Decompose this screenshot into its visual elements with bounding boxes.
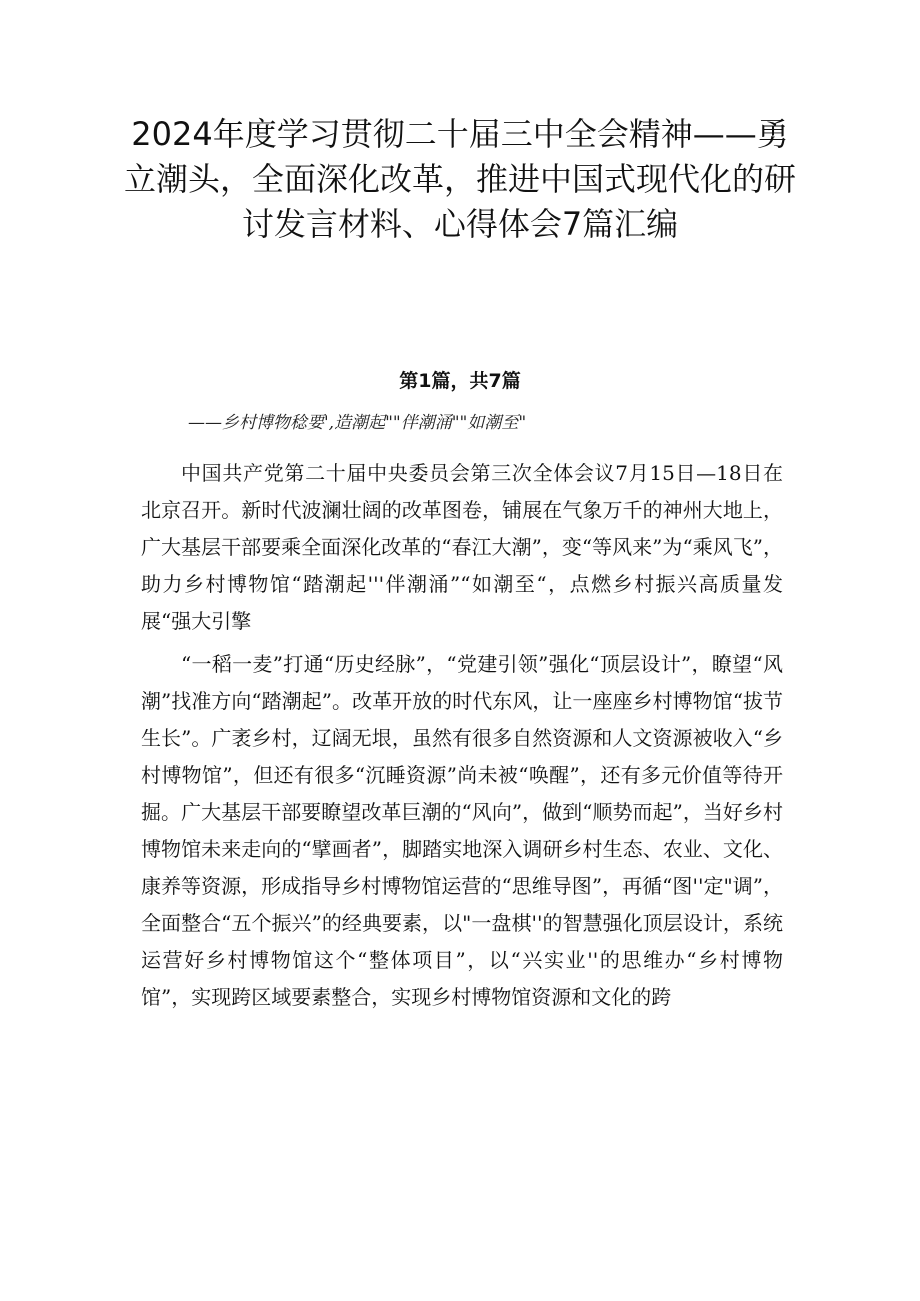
paragraph: “一稻一麦”打通“历史经脉”，“党建引领”强化“顶层设计”，瞭望“风潮”找准方向“踏潮起”。改革开放的时代东风，让一座座乡村博物馆“拔节生长”。广袤乡村，辽阔无垠，虽然有很多自然资源和人文资源被收入“乡村博物馆”，但还有很多“沉睡资源”尚未被“唤醒”，还有多元价值等待开掘。广大基层干部要瞭望改革巨潮的“风向”，做到“顺势而起”，当好乡村博物馆未来走向的“擘画者”，脚踏实地深入调研乡村生态、农业、文化、康养等资源，形成指导乡村博物馆运营的“思维导图”，再循“图''定"调”，全面整合“五个振兴”的经典要素，以"一盘棋''的智慧强化顶层设计，系统运营好乡村博物馆这个“整体项目”，以“兴实业''的思维办“乡村博物馆”，实现跨区域要素整合，实现乡村博物馆资源和文化的跨 — [141, 652, 783, 1009]
part-heading: 第1篇，共7篇 — [399, 370, 521, 392]
paragraph: 中国共产党第二十届中央委员会第三次全体会议7月15日—18日在北京召开。新时代波澜壮阔的改革图卷，铺展在气象万千的神州大地上，广大基层干部要乘全面深化改革的“春江大潮”，变“等风来”为“乘风飞”，助力乡村博物馆“踏潮起'''伴潮涌”“如潮至“，点燃乡村振兴高质量发展“强大引擎 — [141, 461, 783, 633]
article-body — [141, 455, 783, 1022]
article-subtitle: ——乡村博物稔要',造潮起""伴潮涌""如潮至" — [188, 413, 527, 433]
document-title: 2024年度学习贯彻二十届三中全会精神——勇立潮头，全面深化改革，推进中国式现代化的研讨发言材料、心得体会7篇汇编 — [123, 115, 796, 243]
